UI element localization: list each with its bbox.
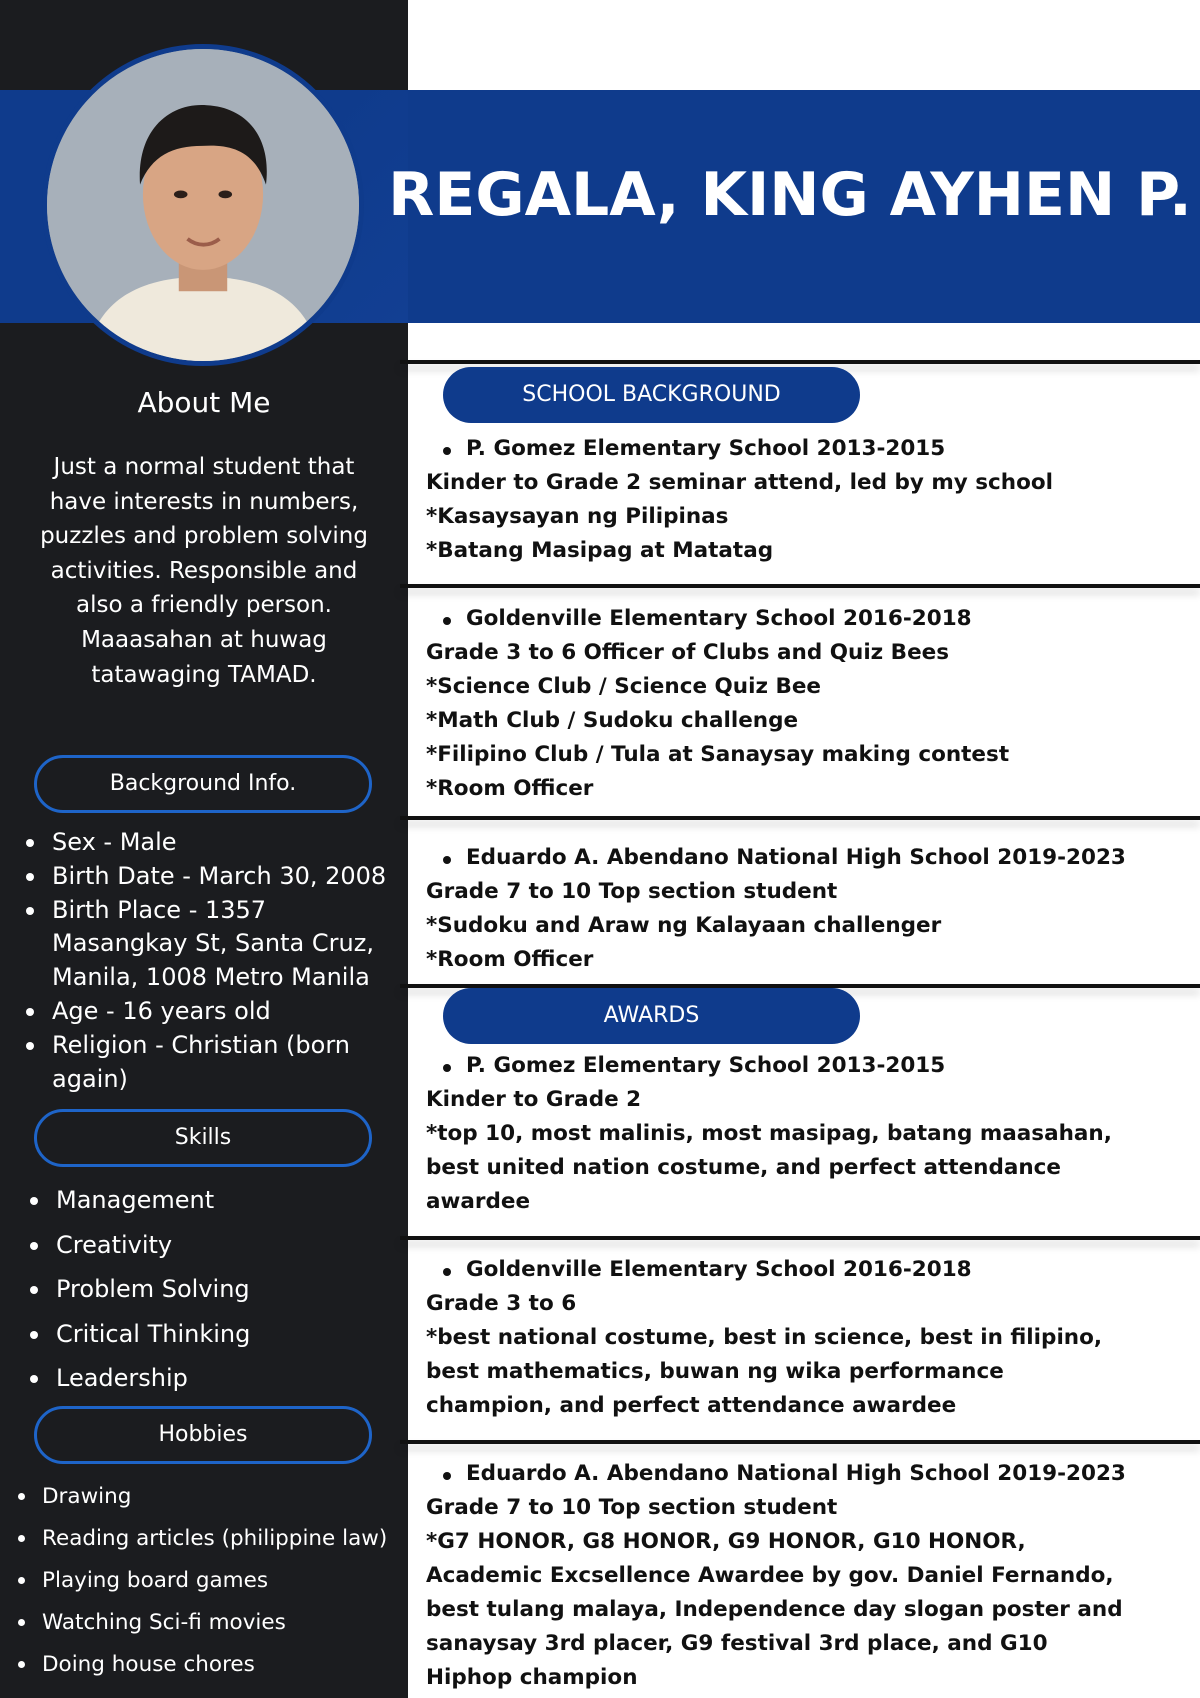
list-item: Leadership	[56, 1356, 386, 1401]
entry-line: *Batang Masipag at Matatag	[426, 538, 774, 563]
entry-line: *Kasaysayan ng Pilipinas	[426, 504, 729, 529]
entry-line: *top 10, most malinis, most masipag, batang maasahan,	[426, 1121, 1112, 1146]
skills-list	[56, 1178, 386, 1401]
entry-line: *Room Officer	[426, 947, 594, 972]
portrait-icon	[47, 49, 359, 361]
entry-line: best mathematics, buwan ng wika performance	[426, 1359, 1004, 1384]
entry-line: *Math Club / Sudoku challenge	[426, 708, 799, 733]
divider	[400, 1236, 1200, 1240]
school-name: Goldenville Elementary School 2016-2018	[426, 1253, 1200, 1287]
entry-line: Academic Excsellence Awardee by gov. Daniel Fernando,	[426, 1563, 1114, 1588]
entry-line: Hiphop champion	[426, 1665, 638, 1690]
entry-line: Grade 7 to 10 Top section student	[426, 879, 838, 904]
entry-line: Grade 7 to 10 Top section student	[426, 1495, 838, 1520]
about-title: About Me	[137, 386, 271, 419]
entry-line: *best national costume, best in science, best in filipino,	[426, 1325, 1103, 1350]
entry-line: *Filipino Club / Tula at Sanaysay making contest	[426, 742, 1010, 767]
school-name: Goldenville Elementary School 2016-2018	[426, 602, 1200, 636]
list-item: Creativity	[56, 1223, 386, 1268]
award-entry	[426, 1049, 1200, 1219]
list-item: Age - 16 years old	[52, 995, 402, 1029]
full-name: REGALA, KING AYHEN P.	[388, 160, 1192, 230]
entry-line: Kinder to Grade 2	[426, 1087, 642, 1112]
list-item: Reading articles (philippine law)	[42, 1518, 408, 1560]
list-item: Problem Solving	[56, 1267, 386, 1312]
background-info-heading: Background Info.	[34, 755, 372, 813]
entry-line: *Science Club / Science Quiz Bee	[426, 674, 822, 699]
school-name: Eduardo A. Abendano National High School 2019-2023	[426, 1457, 1200, 1491]
school-entry	[426, 602, 1200, 806]
divider	[400, 1440, 1200, 1444]
school-name: Eduardo A. Abendano National High School 2019-2023	[426, 841, 1200, 875]
award-entry	[426, 1457, 1200, 1695]
profile-photo	[42, 44, 364, 366]
entry-line: best united nation costume, and perfect attendance	[426, 1155, 1061, 1180]
entry-line: awardee	[426, 1189, 531, 1214]
list-item: Doing house chores	[42, 1644, 408, 1686]
list-item: Drawing	[42, 1476, 408, 1518]
school-name: P. Gomez Elementary School 2013-2015	[426, 432, 1200, 466]
divider	[400, 816, 1200, 820]
entry-line: sanaysay 3rd placer, G9 festival 3rd place, and G10	[426, 1631, 1048, 1656]
awards-heading: AWARDS	[443, 988, 860, 1044]
school-background-heading: SCHOOL BACKGROUND	[443, 367, 860, 423]
list-item: Management	[56, 1178, 386, 1223]
divider	[400, 360, 1200, 364]
entry-line: Kinder to Grade 2 seminar attend, led by my school	[426, 470, 1054, 495]
entry-line: *Room Officer	[426, 776, 594, 801]
school-entry	[426, 432, 1200, 568]
award-entry	[426, 1253, 1200, 1423]
list-item: Watching Sci-fi movies	[42, 1602, 408, 1644]
entry-line: Grade 3 to 6	[426, 1291, 577, 1316]
entry-line: *Sudoku and Araw ng Kalayaan challenger	[426, 913, 942, 938]
divider	[400, 584, 1200, 588]
list-item: Birth Date - March 30, 2008	[52, 860, 402, 894]
list-item: Sex - Male	[52, 826, 402, 860]
list-item: Religion - Christian (born again)	[52, 1029, 402, 1097]
hobbies-list	[42, 1476, 408, 1686]
hobbies-heading: Hobbies	[34, 1406, 372, 1464]
skills-heading: Skills	[34, 1109, 372, 1167]
list-item: Playing board games	[42, 1560, 408, 1602]
school-entry	[426, 841, 1200, 977]
entry-line: *G7 HONOR, G8 HONOR, G9 HONOR, G10 HONOR,	[426, 1529, 1026, 1554]
entry-line: champion, and perfect attendance awardee	[426, 1393, 957, 1418]
entry-line: best tulang malaya, Independence day slogan poster and	[426, 1597, 1123, 1622]
school-name: P. Gomez Elementary School 2013-2015	[426, 1049, 1200, 1083]
about-text: Just a normal student that have interests in numbers, puzzles and problem solving activities. Responsible and also a friendly person. Maaasahan at huwag tatawaging TAMAD.	[40, 454, 368, 688]
background-info-list	[52, 826, 402, 1096]
list-item: Birth Place - 1357 Masangkay St, Santa Cruz, Manila, 1008 Metro Manila	[52, 894, 402, 995]
entry-line: Grade 3 to 6 Officer of Clubs and Quiz Bees	[426, 640, 950, 665]
list-item: Critical Thinking	[56, 1312, 386, 1357]
